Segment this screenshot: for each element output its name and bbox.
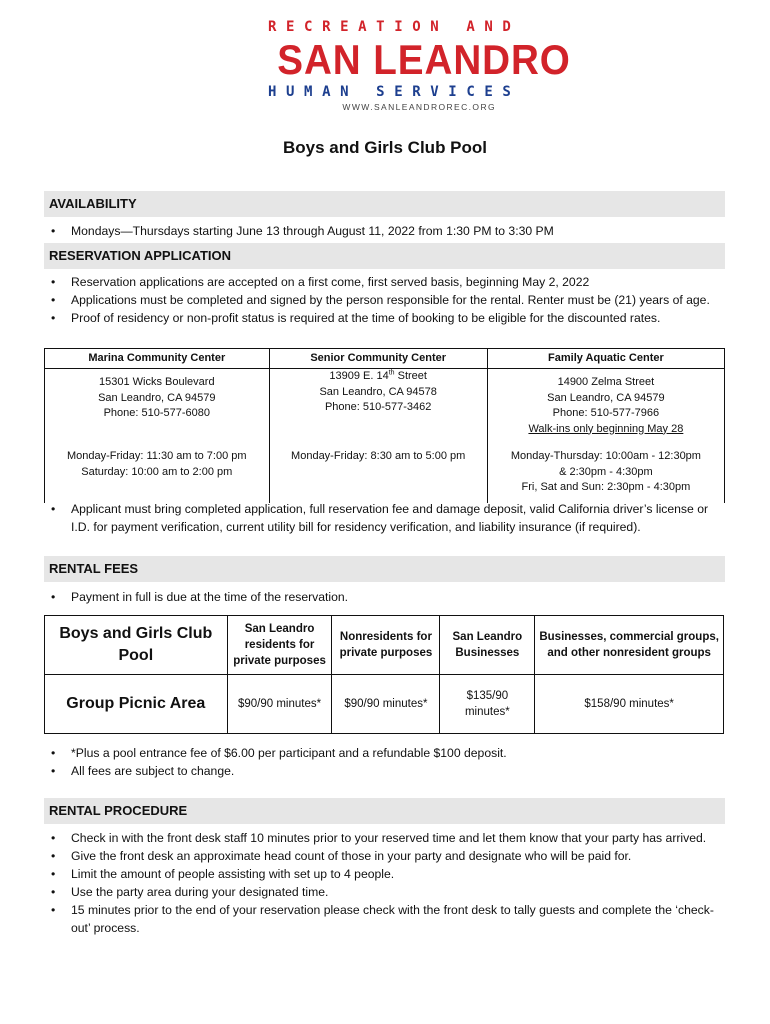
center-city: San Leandro, CA 94579 [547,391,665,404]
procedure-heading: RENTAL PROCEDURE [44,798,725,824]
logo-url: WWW.SANLEANDROREC.ORG [342,102,496,112]
center-street: 13909 E. 14th Street [329,369,427,382]
fees-column-header: Businesses, commercial groups, and other nonresident groups [535,616,724,675]
center-name: Family Aquatic Center [487,349,724,369]
list-item: • Proof of residency or non-profit status is required at the time of booking to be eligible for the discounted rates. [50,309,720,327]
logo-line-top: RECREATION AND [268,19,521,35]
fees-column-header: Nonresidents for private purposes [332,616,440,675]
center-address [487,369,724,448]
reservation-list [50,273,720,327]
reservation-list-continued [50,500,720,536]
page-title: Boys and Girls Club Pool [282,138,488,157]
list-item: • 15 minutes prior to the end of your reservation please check with the front desk to tally guests and complete the ‘check-out’ process. [50,901,720,937]
list-item: • Payment in full is due at the time of the reservation. [50,588,720,606]
reservation-heading: RESERVATION APPLICATION [44,243,725,269]
fees-corner: Boys and Girls Club Pool [45,616,228,675]
availability-heading: AVAILABILITY [44,191,725,217]
list-item: • Check in with the front desk staff 10 minutes prior to your reserved time and let them know that your party has arrived. [50,829,720,847]
list-item: • All fees are subject to change. [50,762,720,780]
list-item: • Reservation applications are accepted on a first come, first served basis, beginning May 2, 2022 [50,273,720,291]
center-note: Walk-ins only beginning May 28 [528,422,684,435]
center-phone: Phone: 510-577-3462 [324,401,432,413]
fees-cell: $90/90 minutes* [332,675,440,734]
list-item: • Give the front desk an approximate head count of those in your party and designate who will be paid for. [50,847,720,865]
list-item: • Applicant must bring completed application, full reservation fee and damage deposit, valid California driver’s license or I.D. for payment verification, current utility bill for residency verification, and liability insurance (if required). [50,500,720,536]
list-item: • Applications must be completed and signed by the person responsible for the rental. Renter must be (21) years of age. [50,291,720,309]
hours-line: Monday-Thursday: 10:00am - 12:30pm [510,450,701,462]
logo-line-main: SAN LEANDRO [277,36,571,83]
fees-notes [50,744,720,780]
logo-line-bottom: HUMAN SERVICES [268,84,521,100]
fees-column-header: San Leandro Businesses [440,616,535,675]
procedure-list [50,829,720,937]
centers-table [44,348,725,503]
hours-line: Monday-Friday: 8:30 am to 5:00 pm [291,450,466,462]
center-street: 14900 Zelma Street [557,376,655,388]
center-name: Senior Community Center [269,349,487,369]
center-phone: Phone: 510-577-7966 [552,407,660,419]
list-item: • Use the party area during your designated time. [50,883,720,901]
fees-cell: $135/90 minutes* [440,675,535,734]
fees-table [44,615,724,734]
center-address [269,369,487,448]
list-item: • Mondays—Thursdays starting June 13 through August 11, 2022 from 1:30 PM to 3:30 PM [50,222,720,240]
hours-line: Monday-Friday: 11:30 am to 7:00 pm [67,450,247,462]
center-phone: Phone: 510-577-6080 [103,407,210,419]
center-name: Marina Community Center [45,349,270,369]
center-hours [45,447,270,503]
fees-cell: $158/90 minutes* [535,675,724,734]
hours-line: & 2:30pm - 4:30pm [559,465,653,478]
hours-line: Fri, Sat and Sun: 2:30pm - 4:30pm [521,481,691,493]
fees-cell: $90/90 minutes* [227,675,332,734]
center-hours [269,447,487,503]
center-city: San Leandro, CA 94578 [319,385,437,398]
center-city: San Leandro, CA 94579 [98,391,216,404]
center-street: 15301 Wicks Boulevard [99,376,215,388]
rental-fees-list [50,588,720,606]
center-address [45,369,270,448]
availability-list [50,222,720,240]
fees-column-header: San Leandro residents for private purposes [227,616,332,675]
city-logo [268,18,571,112]
hours-line: Saturday: 10:00 am to 2:00 pm [81,465,233,478]
list-item: • *Plus a pool entrance fee of $6.00 per participant and a refundable $100 deposit. [50,744,720,762]
rental-fees-heading: RENTAL FEES [44,556,725,582]
list-item: • Limit the amount of people assisting with set up to 4 people. [50,865,720,883]
fees-row-label: Group Picnic Area [45,675,228,734]
center-hours [487,447,724,503]
